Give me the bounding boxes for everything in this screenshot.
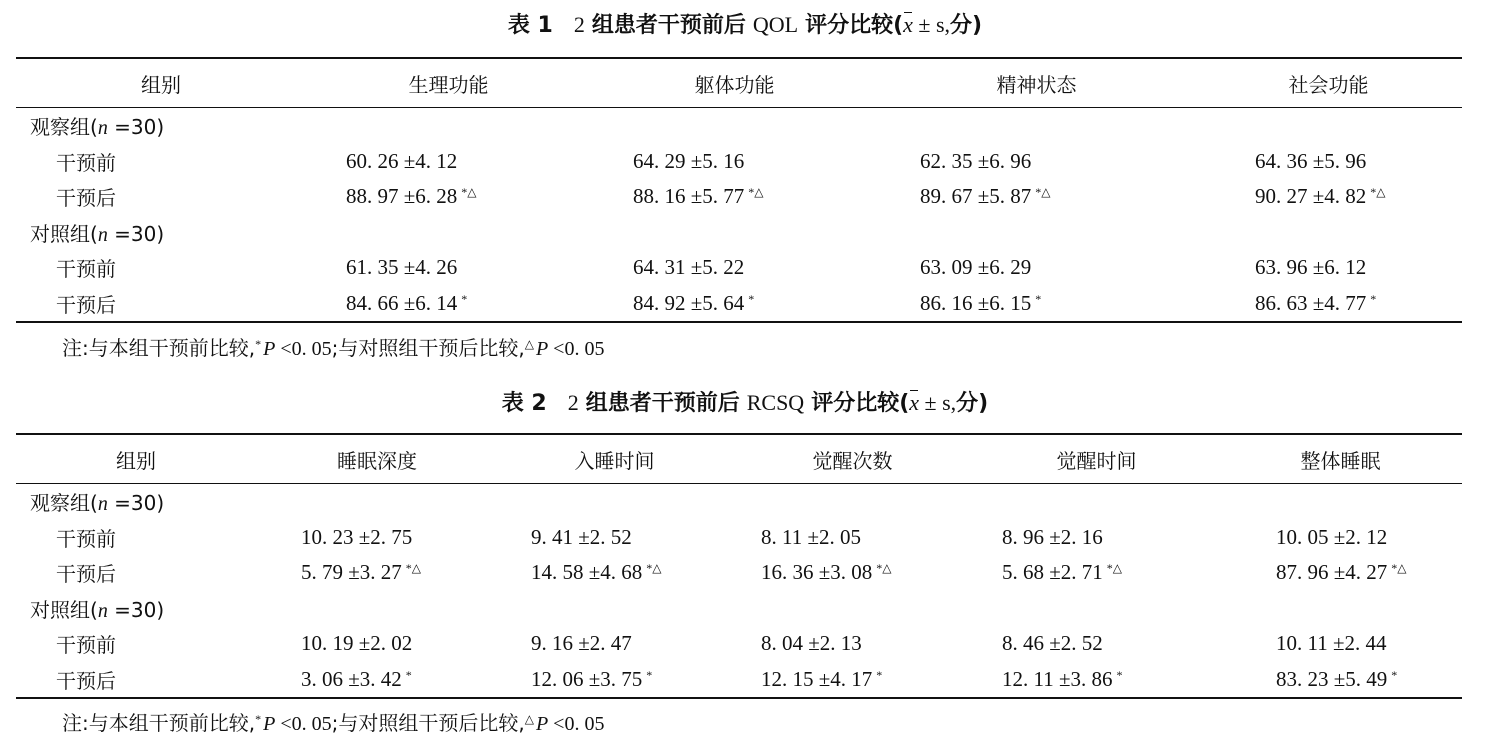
table2-title-code: RCSQ — [746, 390, 805, 415]
table-cell — [256, 662, 498, 699]
mean-sd-value: 8. 46 ±2. 52 — [1002, 631, 1103, 656]
phase-label: 干预后 — [56, 562, 116, 587]
table-cell — [974, 626, 1219, 662]
significance-mark: * — [876, 667, 883, 682]
table-cell — [591, 215, 878, 251]
table-cell — [1219, 555, 1462, 591]
mean-sd-value: 60. 26 ±4. 12 — [346, 148, 458, 173]
table2-sd-symbol: ± s, — [919, 390, 957, 415]
phase-label: 干预前 — [56, 150, 116, 175]
table-row — [16, 520, 1462, 556]
significance-mark: * — [1391, 667, 1398, 682]
table1-header-col-1: 生理功能 — [408, 72, 489, 97]
mean-sd-value: 89. 67 ±5. 87 — [920, 184, 1032, 209]
group-name: 对照组( — [30, 221, 98, 246]
table2-header-col-1: 睡眠深度 — [337, 448, 417, 473]
table1-number: 表 1 — [507, 13, 553, 38]
group-name: 观察组( — [30, 115, 98, 140]
table-cell — [974, 520, 1219, 556]
significance-mark: * — [461, 291, 468, 306]
mean-sd-value: 90. 27 ±4. 82 — [1255, 184, 1367, 209]
mean-sd-value: 8. 11 ±2. 05 — [761, 524, 861, 549]
table-cell — [731, 626, 974, 662]
sample-size-symbol: n — [97, 599, 108, 622]
mean-sd-value: 10. 19 ±2. 02 — [301, 631, 413, 656]
mean-sd-value: 62. 35 ±6. 96 — [920, 148, 1032, 173]
mean-sd-value: 8. 04 ±2. 13 — [761, 631, 862, 656]
sample-size-symbol: n — [97, 223, 108, 246]
table1 — [16, 57, 1462, 323]
significance-mark: *△ — [1370, 185, 1386, 200]
table-row — [16, 215, 1462, 251]
table1-sd-symbol: ± s, — [912, 12, 951, 37]
phase-label: 干预前 — [56, 633, 116, 658]
mean-sd-value: 64. 31 ±5. 22 — [633, 255, 745, 280]
mean-sd-value: 10. 05 ±2. 12 — [1276, 524, 1388, 549]
table-cell — [306, 144, 591, 180]
significance-mark: * — [1116, 667, 1123, 682]
table-cell — [731, 484, 974, 520]
table-cell — [1219, 626, 1462, 662]
table1-header-col-2: 躯体功能 — [694, 72, 775, 97]
mean-sd-value: 83. 23 ±5. 49 — [1276, 666, 1388, 691]
table-cell — [591, 286, 878, 323]
sample-size-value: =30) — [107, 221, 165, 246]
table-cell — [498, 555, 731, 591]
table2-note-lead: 注:与本组干预前比较, — [62, 711, 256, 735]
table-cell — [498, 626, 731, 662]
table-row — [16, 555, 1462, 591]
table2-header-col-5: 整体睡眠 — [1300, 448, 1381, 473]
table-row — [16, 179, 1462, 215]
table-cell — [256, 626, 498, 662]
mean-sd-value: 86. 63 ±4. 77 — [1255, 290, 1367, 315]
table-cell — [1195, 286, 1462, 323]
mean-sd-value: 3. 06 ±3. 42 — [301, 666, 402, 691]
mean-sd-value: 14. 58 ±4. 68 — [531, 560, 643, 585]
table2 — [16, 433, 1462, 699]
group-name: 观察组( — [30, 491, 98, 516]
table1-header-row — [16, 58, 1462, 108]
table-cell — [498, 662, 731, 699]
table2-header-col-4: 觉醒时间 — [1056, 448, 1137, 473]
table-cell — [591, 144, 878, 180]
phase-label: 干预前 — [56, 257, 116, 282]
mean-sd-value: 5. 79 ±3. 27 — [301, 560, 402, 585]
mean-sd-value: 84. 92 ±5. 64 — [633, 290, 745, 315]
mean-sd-value: 12. 15 ±4. 17 — [761, 666, 873, 691]
table1-header-col-3: 精神状态 — [996, 72, 1077, 97]
significance-mark: *△ — [646, 561, 662, 576]
table1-title-pre: 组患者干预前后 — [591, 13, 746, 38]
table-cell — [256, 555, 498, 591]
table2-note — [62, 707, 604, 736]
table-cell — [306, 250, 591, 286]
group-label — [16, 484, 256, 520]
mean-sd-value: 12. 11 ±3. 86 — [1002, 666, 1113, 691]
table1-header-col-4: 社会功能 — [1288, 72, 1369, 97]
table-row — [16, 484, 1462, 520]
significance-mark: *△ — [461, 185, 477, 200]
table2-group-count: 2 — [567, 390, 579, 415]
table2-header-row — [16, 434, 1462, 484]
table2-number: 表 2 — [501, 391, 547, 416]
table1-title-code: QOL — [752, 12, 799, 37]
table2-note-mark1: * — [255, 712, 262, 726]
mean-sd-value: 84. 66 ±6. 14 — [346, 290, 458, 315]
mean-sd-value: 10. 23 ±2. 75 — [301, 524, 413, 549]
mean-sd-value: 88. 97 ±6. 28 — [346, 184, 458, 209]
phase-label: 干预后 — [56, 186, 116, 211]
significance-mark: *△ — [1106, 561, 1123, 576]
table-row — [16, 626, 1462, 662]
table-cell — [974, 484, 1219, 520]
phase-label: 干预后 — [56, 292, 116, 317]
table2-unit: 分) — [956, 391, 989, 416]
table-cell — [1195, 144, 1462, 180]
table-row — [16, 662, 1462, 699]
table-cell — [878, 250, 1195, 286]
table2-note-p1: P — [263, 713, 276, 735]
sample-size-value: =30) — [107, 491, 165, 516]
table2-note-mark2: △ — [524, 712, 534, 726]
table-cell — [731, 662, 974, 699]
table1-unit: 分) — [950, 13, 983, 38]
table-cell — [878, 286, 1195, 323]
table1-note-v1: <0. 05 — [275, 338, 332, 360]
phase-label: 干预后 — [56, 668, 116, 693]
table1-note-v2: <0. 05 — [548, 338, 605, 360]
table2-note-p2: P — [535, 713, 549, 735]
mean-sd-value: 8. 96 ±2. 16 — [1002, 524, 1103, 549]
significance-mark: *△ — [1035, 185, 1051, 200]
table-cell — [731, 591, 974, 627]
table2-title-post: 评分比较( — [811, 391, 910, 416]
significance-mark: * — [646, 667, 653, 682]
table1-note — [62, 332, 604, 361]
table-cell — [498, 484, 731, 520]
table-cell — [498, 591, 731, 627]
significance-mark: *△ — [1391, 561, 1407, 576]
table1-note-mid: ;与对照组干预后比较, — [331, 336, 525, 360]
table1-group-count: 2 — [573, 12, 585, 37]
table1-note-mark1: * — [255, 337, 262, 351]
table-cell — [731, 520, 974, 556]
table2-header-col-2: 入睡时间 — [574, 448, 655, 473]
group-name: 对照组( — [30, 597, 98, 622]
table1-note-lead: 注:与本组干预前比较, — [62, 336, 256, 360]
mean-sd-value: 9. 41 ±2. 52 — [531, 524, 632, 549]
table-cell — [591, 179, 878, 215]
table-cell — [1219, 520, 1462, 556]
mean-sd-value: 87. 96 ±4. 27 — [1276, 560, 1388, 585]
table-row — [16, 144, 1462, 180]
mean-sd-value: 63. 09 ±6. 29 — [920, 255, 1032, 280]
significance-mark: *△ — [405, 561, 422, 576]
table-cell — [306, 108, 591, 144]
significance-mark: * — [748, 291, 755, 306]
table-row — [16, 286, 1462, 323]
table-cell — [1219, 484, 1462, 520]
table1-header-col-0: 组别 — [141, 72, 181, 97]
table-cell — [878, 108, 1195, 144]
table-row — [16, 250, 1462, 286]
table-cell — [1219, 591, 1462, 627]
table-cell — [1195, 250, 1462, 286]
table1-note-p2: P — [535, 338, 549, 360]
table-cell — [498, 520, 731, 556]
significance-mark: * — [405, 667, 412, 682]
mean-sd-value: 5. 68 ±2. 71 — [1002, 560, 1103, 585]
mean-sd-value: 64. 29 ±5. 16 — [633, 148, 745, 173]
significance-mark: *△ — [748, 185, 764, 200]
sample-size-value: =30) — [107, 115, 165, 140]
mean-sd-value: 12. 06 ±3. 75 — [531, 666, 643, 691]
significance-mark: *△ — [876, 561, 892, 576]
table2-note-mid: ;与对照组干预后比较, — [331, 711, 525, 735]
table-row — [16, 108, 1462, 144]
mean-sd-value: 88. 16 ±5. 77 — [633, 184, 745, 209]
table1-note-mark2: △ — [524, 337, 534, 351]
phase-label: 干预前 — [56, 526, 116, 551]
table2-header-col-3: 觉醒次数 — [812, 448, 893, 473]
table-cell — [1195, 215, 1462, 251]
table-cell — [256, 484, 498, 520]
significance-mark: * — [1370, 291, 1377, 306]
table-cell — [974, 555, 1219, 591]
sample-size-symbol: n — [97, 493, 108, 516]
mean-sd-value: 10. 11 ±2. 44 — [1276, 631, 1387, 656]
table-cell — [591, 108, 878, 144]
table-cell — [974, 591, 1219, 627]
mean-sd-value: 86. 16 ±6. 15 — [920, 290, 1032, 315]
table-cell — [1219, 662, 1462, 699]
group-label — [16, 108, 306, 144]
table1-note-p1: P — [263, 338, 276, 360]
table-cell — [731, 555, 974, 591]
table-cell — [974, 662, 1219, 699]
table1-caption — [0, 10, 1490, 41]
table-row — [16, 591, 1462, 627]
significance-mark: * — [1035, 291, 1042, 306]
sample-size-symbol: n — [97, 117, 108, 140]
mean-sd-value: 16. 36 ±3. 08 — [761, 560, 873, 585]
table1-title-post: 评分比较( — [805, 13, 904, 38]
table-cell — [256, 591, 498, 627]
group-label — [16, 591, 256, 627]
table-cell — [256, 520, 498, 556]
table-cell — [306, 286, 591, 323]
table-cell — [306, 215, 591, 251]
group-label — [16, 215, 306, 251]
mean-sd-value: 9. 16 ±2. 47 — [531, 631, 632, 656]
table-cell — [1195, 108, 1462, 144]
table-cell — [1195, 179, 1462, 215]
table2-title-pre: 组患者干预前后 — [585, 391, 740, 416]
table-cell — [306, 179, 591, 215]
mean-sd-value: 63. 96 ±6. 12 — [1255, 255, 1367, 280]
table2-header-col-0: 组别 — [116, 448, 156, 473]
table-cell — [878, 179, 1195, 215]
table2-caption — [0, 388, 1490, 419]
table-cell — [591, 250, 878, 286]
table2-mean-symbol: x — [909, 388, 919, 418]
mean-sd-value: 61. 35 ±4. 26 — [346, 255, 458, 280]
table2-note-v2: <0. 05 — [548, 713, 605, 735]
table-cell — [878, 215, 1195, 251]
table1-mean-symbol: x — [903, 10, 913, 40]
mean-sd-value: 64. 36 ±5. 96 — [1255, 148, 1367, 173]
sample-size-value: =30) — [107, 597, 165, 622]
table2-note-v1: <0. 05 — [275, 713, 332, 735]
table-cell — [878, 144, 1195, 180]
